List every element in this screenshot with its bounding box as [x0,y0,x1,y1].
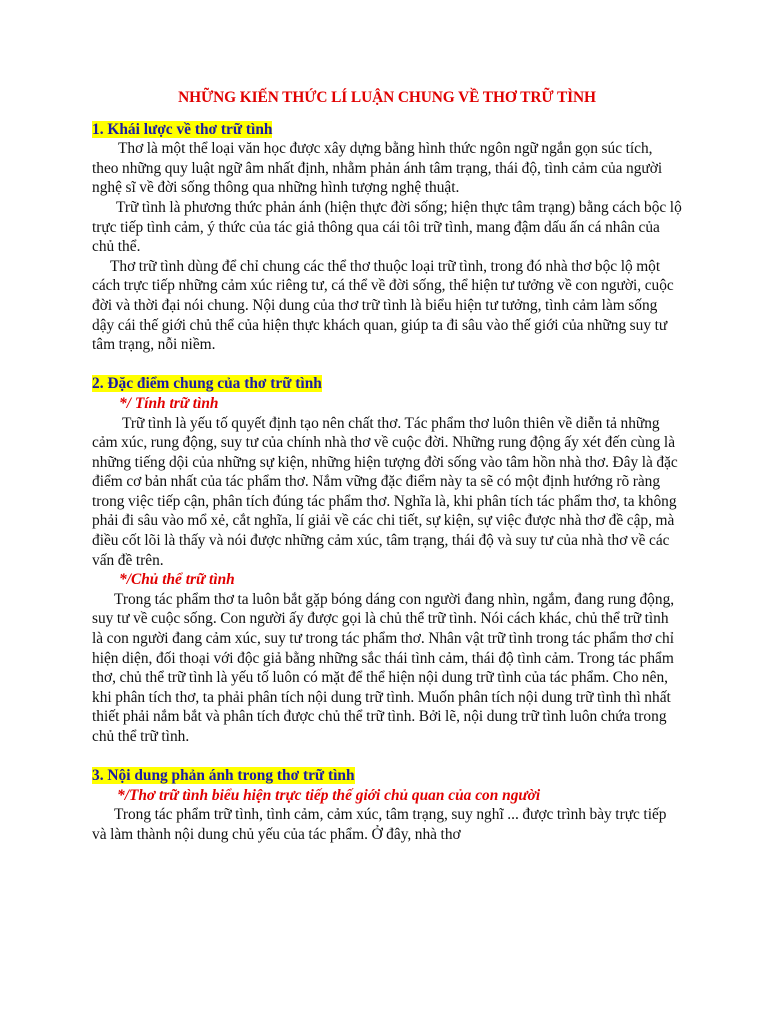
section-3-heading-text: 3. Nội dung phản ánh trong thơ trữ tình [92,767,355,785]
spacer [92,747,682,767]
section-2-heading-text: 2. Đặc điểm chung của thơ trữ tình [92,375,322,393]
section-1-heading [92,120,682,140]
section-1-paragraph-3: Thơ trữ tình dùng để chỉ chung các thể thơ thuộc loại trữ tình, trong đó nhà thơ bộc lộ một cách trực tiếp những cảm xúc riêng tư, cá thể về đời sống, thể hiện tư tưởng về con người, cuộc đời và thời đại nói chung. Nội dung của thơ trữ tình là biểu hiện tư tưởng, tình cảm làm sống dậy cái thế giới chủ thể của hiện thực khách quan, giúp ta đi sâu vào thế giới của những suy tư tâm trạng, nỗi niềm. [92,257,674,354]
section-2-heading [92,374,682,394]
section-2-subheading-2: */Chủ thể trữ tình [119,571,235,589]
section-3-heading [92,766,682,786]
section-1-heading-text: 1. Khái lược về thơ trữ tình [92,120,273,138]
spacer [92,355,682,375]
section-2-subheading-1: */ Tính trữ tình [119,394,219,412]
section-3-subheading-1: */Thơ trữ tình biểu hiện trực tiếp thế giới chủ quan của con người [117,786,541,804]
section-3-paragraph-1: Trong tác phẩm trữ tình, tình cảm, cảm xúc, tâm trạng, suy nghĩ ... được trình bày trực tiếp và làm thành nội dung chủ yếu của tác phẩm. Ở đây, nhà thơ [92,806,667,843]
document-page [92,78,682,845]
section-2-paragraph-2: Trong tác phẩm thơ ta luôn bắt gặp bóng dáng con người đang nhìn, ngắm, đang rung động, suy tư về cuộc sống. Con người ấy được gọi là chủ thể trữ tình. Nói cách khác, chủ thể trữ tình là con người đang cảm xúc, suy tư trong tác phẩm thơ. Nhân vật trữ tình trong tác phẩm thơ chỉ hiện diện, đối thoại với độc giả bằng những sắc thái tình cảm, thái độ tình cảm. Trong tác phẩm thơ, chủ thể trữ tình là yếu tố luôn có mặt để thể hiện nội dung trữ tình của tác phẩm. Cho nên, khi phân tích thơ, ta phải phân tích nội dung trữ tình. Muốn phân tích nội dung trữ tình thì nhất thiết phải nắm bắt và phân tích được chủ thể trữ tình. Bởi lẽ, nội dung trữ tình luôn chứa trong chủ thể trữ tình. [92,590,675,745]
document-title: NHỮNG KIẾN THỨC LÍ LUẬN CHUNG VỀ THƠ TRỮ TÌNH [178,89,596,106]
section-1-paragraph-2: Trữ tình là phương thức phản ánh (hiện thực đời sống; hiện thực tâm trạng) bằng cách bộc lộ trực tiếp tình cảm, ý thức của tác giả thông qua cái tôi trữ tình, mang đậm dấu ấn cá nhân của chủ thể. [92,198,682,256]
section-2-paragraph-1: Trữ tình là yếu tố quyết định tạo nên chất thơ. Tác phẩm thơ luôn thiên về diễn tả những cảm xúc, rung động, suy tư của chính nhà thơ về cuộc đời. Những rung động ấy xét đến cùng là những tiếng dội của những sự kiện, những hiện tượng đời sống vào tâm hồn nhà thơ. Đây là đặc điểm cơ bản nhất của tác phẩm thơ. Nắm vững đặc điểm này ta sẽ có một định hướng rõ ràng trong việc tiếp cận, phân tích đúng tác phẩm thơ. Nghĩa là, khi phân tích tác phẩm thơ, ta không phải đi sâu vào mổ xẻ, cắt nghĩa, lí giải về các chi tiết, sự kiện, sự việc được nhà thơ đề cập, mà điều cốt lõi là thấy và nói được những cảm xúc, tâm trạng, thái độ và suy tư của nhà thơ về các vấn đề trên. [92,414,678,569]
section-1-paragraph-1: Thơ là một thể loại văn học được xây dựng bằng hình thức ngôn ngữ ngắn gọn súc tích, theo những quy luật ngữ âm nhất định, nhằm phản ánh tâm trạng, thái độ, tình cảm của người nghệ sĩ về đời sống thông qua những hình tượng nghệ thuật. [92,140,663,197]
